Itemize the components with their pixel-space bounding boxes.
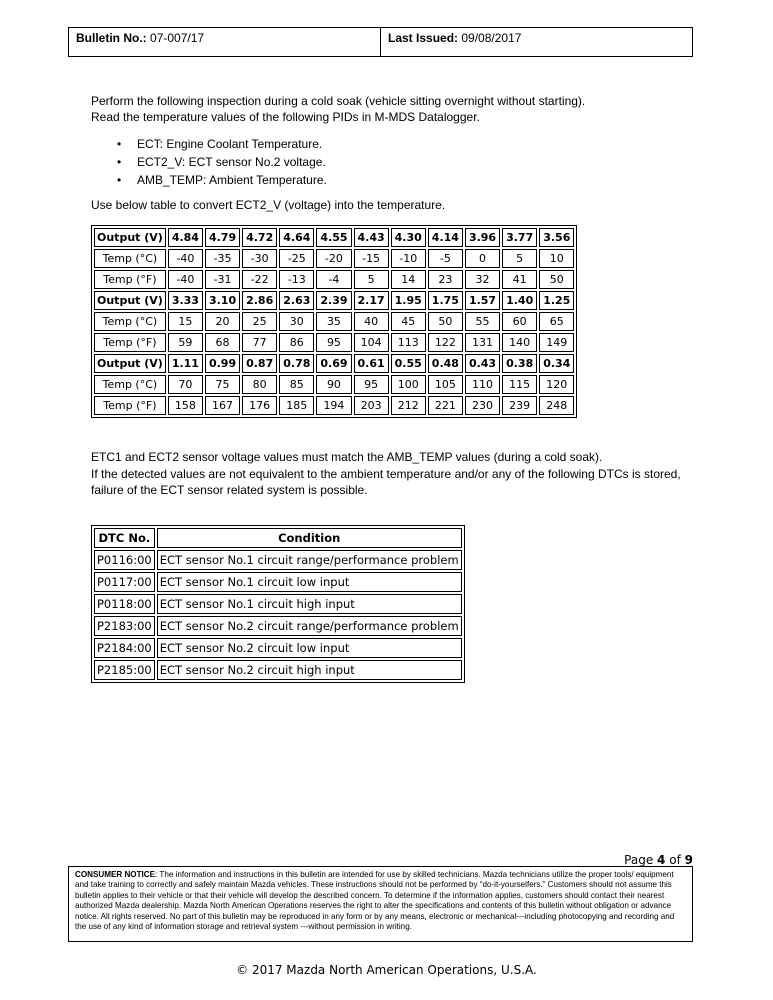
conversion-cell: 140 — [502, 333, 537, 352]
conversion-cell: 95 — [354, 375, 389, 394]
conversion-cell: -40 — [168, 270, 203, 289]
conversion-cell: 0.99 — [205, 354, 240, 373]
conversion-cell: 4.84 — [168, 228, 203, 247]
bulletin-number-label: Bulletin No.: — [76, 31, 147, 45]
last-issued-label: Last Issued: — [388, 31, 459, 45]
page-of: of — [669, 853, 681, 867]
page-current: 4 — [657, 853, 666, 867]
conversion-row-label: Temp (°F) — [94, 270, 166, 289]
conversion-cell: 115 — [502, 375, 537, 394]
table-row — [94, 638, 462, 658]
conversion-cell: -15 — [354, 249, 389, 268]
conversion-cell: 3.33 — [168, 291, 203, 310]
conversion-cell: -13 — [279, 270, 314, 289]
conversion-cell: 221 — [428, 396, 463, 415]
conversion-cell: 0.61 — [354, 354, 389, 373]
intro-line-1: Perform the following inspection during a cold soak (vehicle sitting overnight without starting). — [91, 94, 586, 108]
dtc-condition: ECT sensor No.1 circuit range/performance problem — [157, 550, 462, 570]
match-line-2: If the detected values are not equivalent to the ambient temperature and/or any of the following DTCs is stored, failure of the ECT sensor related system is possible. — [91, 466, 681, 497]
conversion-cell: 120 — [539, 375, 574, 394]
conversion-cell: 185 — [279, 396, 314, 415]
conversion-cell: 75 — [205, 375, 240, 394]
conversion-cell: 0.43 — [465, 354, 500, 373]
dtc-header-condition: Condition — [157, 528, 462, 548]
conversion-cell: 0.34 — [539, 354, 574, 373]
conversion-row-output — [94, 228, 574, 247]
conversion-row-output — [94, 354, 574, 373]
conversion-row-temp-f — [94, 270, 574, 289]
conversion-row-label: Output (V) — [94, 354, 166, 373]
conversion-cell: 167 — [205, 396, 240, 415]
convert-instruction: Use below table to convert ECT2_V (voltage) into the temperature. — [91, 198, 446, 212]
dtc-table — [91, 525, 465, 683]
page-number — [624, 853, 693, 867]
conversion-cell: 32 — [465, 270, 500, 289]
conversion-cell: 80 — [242, 375, 277, 394]
conversion-cell: 239 — [502, 396, 537, 415]
conversion-cell: 0 — [465, 249, 500, 268]
conversion-cell: 4.14 — [428, 228, 463, 247]
conversion-cell: 248 — [539, 396, 574, 415]
conversion-cell: 1.25 — [539, 291, 574, 310]
conversion-cell: 4.64 — [279, 228, 314, 247]
conversion-cell: -10 — [391, 249, 426, 268]
conversion-cell: 0.48 — [428, 354, 463, 373]
consumer-notice-text: : The information and instructions in this bulletin are intended for use by skilled technicians. Mazda technicians utilize the proper tools/ equipment and take training to correctly and safely maintain Mazda vehicles. These instructions should not be performed by “do-it-yourselfers.” Customers should not assume this bulletin applies to their vehicle or that their vehicle will develop the described concern. To determine if the information applies, customers should contact their nearest authorized Mazda dealership. Mazda North American Operations reserves the right to alter the specifications and contents of this bulletin without obligation or advance notice. All rights reserved. No part of this bulletin may be reproduced in any form or by any means, electronic or mechanical---including photocopying and recording and the use of any kind of information storage and retrieval system ---without permission in writing. — [75, 870, 675, 932]
match-line-1: ETC1 and ECT2 sensor voltage values must match the AMB_TEMP values (during a cold soak). — [91, 450, 603, 464]
conversion-row-label: Temp (°F) — [94, 396, 166, 415]
conversion-cell: 68 — [205, 333, 240, 352]
conversion-cell: 30 — [279, 312, 314, 331]
conversion-cell: -5 — [428, 249, 463, 268]
conversion-cell: 4.30 — [391, 228, 426, 247]
intro-text — [91, 93, 585, 125]
conversion-row-temp-f — [94, 333, 574, 352]
conversion-row-temp-f — [94, 396, 574, 415]
conversion-cell: 90 — [316, 375, 351, 394]
conversion-cell: 45 — [391, 312, 426, 331]
conversion-cell: 41 — [502, 270, 537, 289]
dtc-condition: ECT sensor No.2 circuit low input — [157, 638, 462, 658]
table-row — [94, 616, 462, 636]
copyright: © 2017 Mazda North American Operations, U.S.A. — [236, 963, 537, 977]
conversion-cell: 14 — [391, 270, 426, 289]
conversion-cell: 149 — [539, 333, 574, 352]
pid-list — [117, 136, 327, 190]
page-prefix: Page — [624, 853, 654, 867]
conversion-cell: 23 — [428, 270, 463, 289]
conversion-cell: 122 — [428, 333, 463, 352]
conversion-cell: 5 — [502, 249, 537, 268]
conversion-cell: 104 — [354, 333, 389, 352]
conversion-cell: 60 — [502, 312, 537, 331]
conversion-cell: 1.40 — [502, 291, 537, 310]
dtc-code: P0118:00 — [94, 594, 155, 614]
conversion-cell: 158 — [168, 396, 203, 415]
conversion-cell: 85 — [279, 375, 314, 394]
conversion-cell: 2.17 — [354, 291, 389, 310]
conversion-row-temp-c — [94, 249, 574, 268]
conversion-cell: 4.43 — [354, 228, 389, 247]
conversion-cell: -40 — [168, 249, 203, 268]
table-row — [94, 660, 462, 680]
dtc-code: P0116:00 — [94, 550, 155, 570]
consumer-notice-label: CONSUMER NOTICE — [75, 870, 156, 879]
conversion-cell: 2.63 — [279, 291, 314, 310]
dtc-condition: ECT sensor No.2 circuit range/performance problem — [157, 616, 462, 636]
conversion-cell: 203 — [354, 396, 389, 415]
conversion-cell: 3.10 — [205, 291, 240, 310]
conversion-cell: 3.96 — [465, 228, 500, 247]
dtc-code: P2183:00 — [94, 616, 155, 636]
conversion-cell: 212 — [391, 396, 426, 415]
conversion-cell: 86 — [279, 333, 314, 352]
conversion-row-label: Temp (°F) — [94, 333, 166, 352]
conversion-cell: 0.38 — [502, 354, 537, 373]
conversion-row-output — [94, 291, 574, 310]
match-instruction — [91, 449, 691, 499]
conversion-cell: 194 — [316, 396, 351, 415]
pid-list-item: • ECT: Engine Coolant Temperature. — [117, 136, 327, 154]
dtc-code: P0117:00 — [94, 572, 155, 592]
conversion-row-temp-c — [94, 375, 574, 394]
conversion-cell: 0.69 — [316, 354, 351, 373]
conversion-cell: 4.79 — [205, 228, 240, 247]
dtc-header-number: DTC No. — [94, 528, 155, 548]
conversion-cell: 4.72 — [242, 228, 277, 247]
conversion-cell: 65 — [539, 312, 574, 331]
conversion-cell: -31 — [205, 270, 240, 289]
page-total: 9 — [684, 853, 693, 867]
conversion-cell: 3.56 — [539, 228, 574, 247]
conversion-cell: 40 — [354, 312, 389, 331]
bulletin-header — [68, 27, 693, 57]
conversion-cell: 0.55 — [391, 354, 426, 373]
conversion-cell: 1.75 — [428, 291, 463, 310]
conversion-cell: -30 — [242, 249, 277, 268]
table-row — [94, 594, 462, 614]
conversion-cell: 0.78 — [279, 354, 314, 373]
conversion-cell: 0.87 — [242, 354, 277, 373]
conversion-cell: -22 — [242, 270, 277, 289]
intro-line-2: Read the temperature values of the following PIDs in M-MDS Datalogger. — [91, 110, 480, 124]
dtc-header-row — [94, 528, 462, 548]
conversion-cell: -25 — [279, 249, 314, 268]
conversion-cell: 15 — [168, 312, 203, 331]
conversion-cell: 10 — [539, 249, 574, 268]
conversion-cell: 113 — [391, 333, 426, 352]
conversion-cell: -35 — [205, 249, 240, 268]
conversion-cell: 131 — [465, 333, 500, 352]
conversion-cell: 3.77 — [502, 228, 537, 247]
conversion-cell: -20 — [316, 249, 351, 268]
bulletin-number-value: 07-007/17 — [150, 31, 205, 45]
conversion-row-temp-c — [94, 312, 574, 331]
conversion-cell: 20 — [205, 312, 240, 331]
table-row — [94, 550, 462, 570]
conversion-cell: 1.57 — [465, 291, 500, 310]
conversion-row-label: Temp (°C) — [94, 249, 166, 268]
conversion-cell: 50 — [539, 270, 574, 289]
dtc-condition: ECT sensor No.2 circuit high input — [157, 660, 462, 680]
conversion-row-label: Temp (°C) — [94, 312, 166, 331]
conversion-cell: 1.11 — [168, 354, 203, 373]
voltage-conversion-table — [91, 225, 577, 418]
conversion-cell: 105 — [428, 375, 463, 394]
conversion-cell: 77 — [242, 333, 277, 352]
conversion-cell: 70 — [168, 375, 203, 394]
conversion-cell: 50 — [428, 312, 463, 331]
pid-list-item: • AMB_TEMP: Ambient Temperature. — [117, 172, 327, 190]
conversion-cell: 5 — [354, 270, 389, 289]
pid-list-item: • ECT2_V: ECT sensor No.2 voltage. — [117, 154, 327, 172]
conversion-cell: 100 — [391, 375, 426, 394]
conversion-cell: 59 — [168, 333, 203, 352]
conversion-cell: 25 — [242, 312, 277, 331]
conversion-cell: 176 — [242, 396, 277, 415]
conversion-cell: 55 — [465, 312, 500, 331]
conversion-row-label: Output (V) — [94, 291, 166, 310]
dtc-code: P2184:00 — [94, 638, 155, 658]
last-issued-value: 09/08/2017 — [461, 31, 522, 45]
last-issued — [380, 28, 692, 56]
conversion-cell: 230 — [465, 396, 500, 415]
conversion-cell: 4.55 — [316, 228, 351, 247]
conversion-cell: 1.95 — [391, 291, 426, 310]
conversion-cell: 95 — [316, 333, 351, 352]
consumer-notice — [68, 866, 693, 942]
conversion-row-label: Temp (°C) — [94, 375, 166, 394]
bulletin-number — [69, 28, 380, 56]
dtc-condition: ECT sensor No.1 circuit high input — [157, 594, 462, 614]
dtc-condition: ECT sensor No.1 circuit low input — [157, 572, 462, 592]
conversion-row-label: Output (V) — [94, 228, 166, 247]
conversion-cell: 2.39 — [316, 291, 351, 310]
dtc-code: P2185:00 — [94, 660, 155, 680]
conversion-cell: 2.86 — [242, 291, 277, 310]
conversion-cell: 35 — [316, 312, 351, 331]
conversion-cell: 110 — [465, 375, 500, 394]
conversion-cell: -4 — [316, 270, 351, 289]
table-row — [94, 572, 462, 592]
